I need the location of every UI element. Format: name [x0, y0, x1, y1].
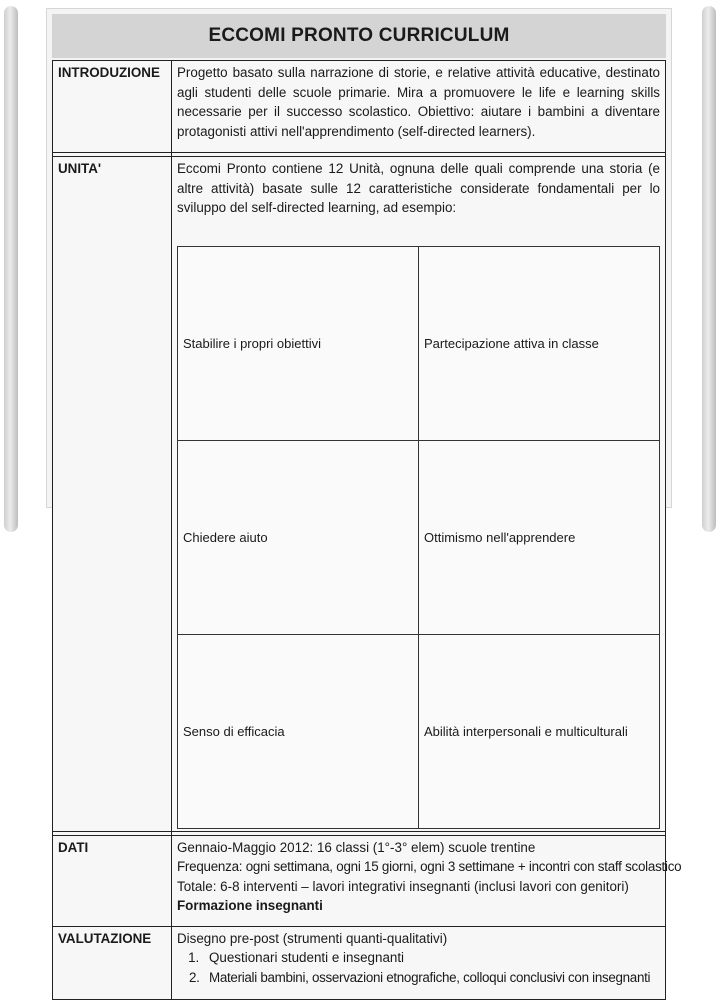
label-dati: DATI: [53, 835, 172, 926]
row-dati: [53, 835, 666, 926]
characteristics-row: [178, 440, 660, 634]
text-unita: [172, 157, 666, 832]
text-introduzione: [172, 61, 666, 153]
left-slide-edge: [4, 6, 18, 532]
label-unita: UNITA': [53, 157, 172, 832]
dati-line: Gennaio-Maggio 2012: 16 classi (1°-3° elem) scuole trentine: [177, 839, 536, 855]
list-item: 2. Materiali bambini, osservazioni etnografiche, colloqui conclusivi con insegnanti: [203, 968, 660, 988]
characteristics-table: [177, 246, 660, 829]
characteristic-cell: Senso di efficacia: [178, 634, 419, 828]
curriculum-table: [52, 60, 682, 1000]
unita-paragraph: Eccomi Pronto contiene 12 Unità, ognuna delle quali comprende una storia (e altre attività) basate sulle 12 caratteristiche considerate fondamentali per lo sviluppo del self-directed learning, ad esempio:: [177, 161, 660, 215]
label-introduzione: INTRODUZIONE: [53, 61, 172, 153]
text-valutazione: [172, 926, 666, 999]
list-item: 1. Questionari studenti e insegnanti: [203, 948, 660, 968]
dati-line: Totale: 6-8 interventi – lavori integrativi insegnanti (inclusi lavori con genitori): [177, 878, 629, 894]
characteristics-row: [178, 634, 660, 828]
valutazione-list: [177, 948, 660, 987]
characteristic-cell: Chiedere aiuto: [178, 440, 419, 634]
row-introduzione: [53, 61, 666, 153]
text-dati: [172, 835, 682, 926]
characteristic-cell: Abilità interpersonali e multiculturali: [419, 634, 660, 828]
characteristic-cell: Stabilire i propri obiettivi: [178, 246, 419, 440]
dati-line: Frequenza: ogni settimana, ogni 15 giorni, ogni 3 settimane + incontri con staff scolastico: [177, 859, 682, 874]
intro-paragraph: Progetto basato sulla narrazione di storie, e relative attività educative, destinato agli studenti delle scuole primarie. Mira a promuovere le life e learning skills necessarie per il successo scolastico. Obiettivo: aiutare i bambini a diventare protagonisti attivi nell'apprendimento (self-directed learners).: [177, 65, 660, 139]
right-slide-edge: [702, 6, 716, 532]
characteristic-cell: Ottimismo nell'apprendere: [419, 440, 660, 634]
row-valutazione: [53, 926, 666, 999]
dati-line: Formazione insegnanti: [177, 898, 323, 913]
characteristic-cell: Partecipazione attiva in classe: [419, 246, 660, 440]
valutazione-intro: Disegno pre-post (strumenti quanti-qualitativi): [177, 930, 448, 946]
row-unita: [53, 157, 666, 832]
characteristics-row: [178, 246, 660, 440]
document-title: ECCOMI PRONTO CURRICULUM: [52, 14, 666, 58]
label-valutazione: VALUTAZIONE: [53, 926, 172, 999]
